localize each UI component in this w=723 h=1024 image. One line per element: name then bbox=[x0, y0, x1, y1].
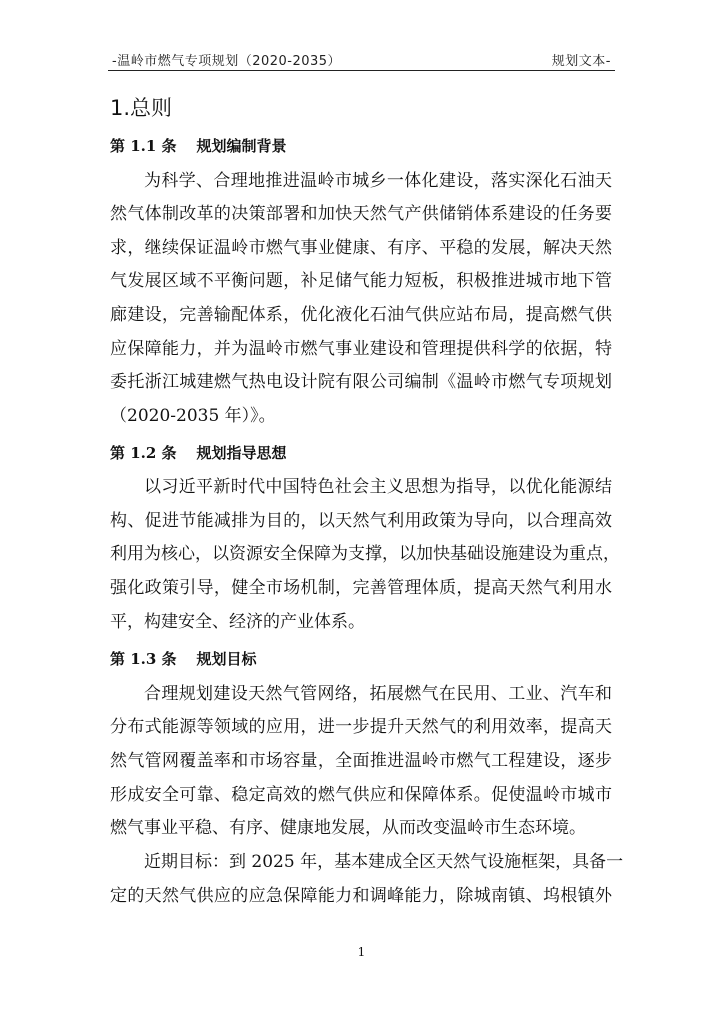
paragraph-line: 委托浙江城建燃气热电设计院有限公司编制《温岭市燃气专项规划 bbox=[110, 372, 612, 392]
paragraph-line: 廊建设，完善输配体系，优化液化石油气供应站布局，提高燃气供 bbox=[110, 305, 612, 325]
section-title: 规划编制背景 bbox=[196, 137, 287, 155]
paragraph-line: 气发展区域不平衡问题，补足储气能力短板，积极推进城市地下管 bbox=[110, 271, 612, 291]
paragraph-line: 分布式能源等领域的应用，进一步提升天然气的利用效率，提高天 bbox=[110, 717, 612, 737]
section-number: 第 1.3 条 bbox=[110, 650, 177, 668]
section-title: 规划指导思想 bbox=[196, 444, 287, 462]
section-heading bbox=[110, 442, 287, 463]
section-number: 第 1.1 条 bbox=[110, 137, 177, 155]
header-rule bbox=[108, 70, 615, 71]
paragraph-line: 构、促进节能减排为目的，以天然气利用政策为导向，以合理高效 bbox=[110, 511, 612, 531]
running-header-right: 规划文本- bbox=[551, 54, 611, 69]
paragraph-line: （2020-2035 年）》。 bbox=[110, 406, 276, 426]
section-heading bbox=[110, 135, 287, 156]
section-title: 规划目标 bbox=[196, 650, 257, 668]
paragraph-line: 强化政策引导，健全市场机制，完善管理体质，提高天然气利用水 bbox=[110, 578, 612, 598]
paragraph-line: 求，继续保证温岭市燃气事业健康、有序、平稳的发展，解决天然 bbox=[110, 238, 612, 258]
paragraph-line: 然气管网覆盖率和市场容量，全面推进温岭市燃气工程建设，逐步 bbox=[110, 751, 612, 771]
paragraph-line: 形成安全可靠、稳定高效的燃气供应和保障体系。促使温岭市城市 bbox=[110, 785, 612, 805]
paragraph-line: 定的天然气供应的应急保障能力和调峰能力，除城南镇、坞根镇外 bbox=[110, 886, 612, 906]
paragraph-line: 以习近平新时代中国特色社会主义思想为指导，以优化能源结 bbox=[144, 477, 612, 497]
paragraph-line: 应保障能力，并为温岭市燃气事业建设和管理提供科学的依据，特 bbox=[110, 339, 612, 359]
chapter-title: 1.总则 bbox=[110, 96, 173, 120]
paragraph-line: 为科学、合理地推进温岭市城乡一体化建设，落实深化石油天 bbox=[144, 171, 612, 191]
page-number: 1 bbox=[357, 945, 366, 959]
running-header-left: -温岭市燃气专项规划（2020-2035） bbox=[112, 54, 342, 69]
paragraph-line: 利用为核心，以资源安全保障为支撑，以加快基础设施建设为重点， bbox=[110, 544, 620, 564]
paragraph-line: 合理规划建设天然气管网络，拓展燃气在民用、工业、汽车和 bbox=[144, 684, 612, 704]
section-heading bbox=[110, 648, 257, 669]
paragraph-line: 近期目标：到 2025 年，基本建成全区天然气设施框架，具备一 bbox=[144, 852, 624, 872]
paragraph-line: 燃气事业平稳、有序、健康地发展，从而改变温岭市生态环境。 bbox=[110, 818, 586, 838]
paragraph-line: 平，构建安全、经济的产业体系。 bbox=[110, 612, 365, 632]
paragraph-line: 然气体制改革的决策部署和加快天然气产供储销体系建设的任务要 bbox=[110, 204, 612, 224]
section-number: 第 1.2 条 bbox=[110, 444, 177, 462]
